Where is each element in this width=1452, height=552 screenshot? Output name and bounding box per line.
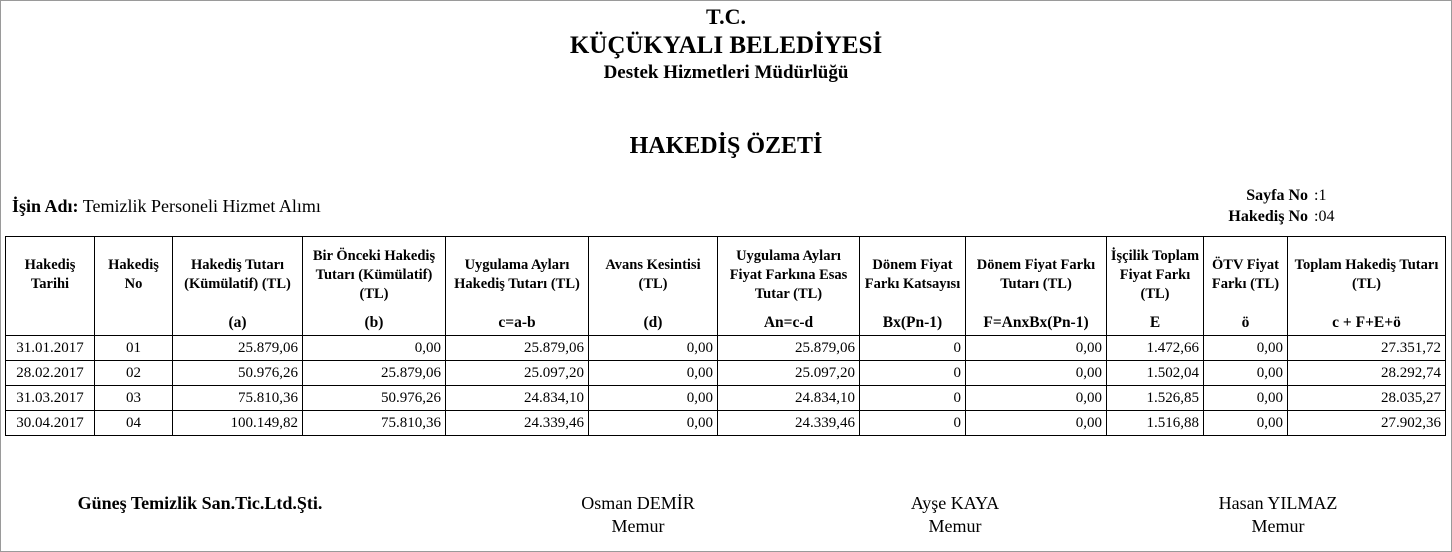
table-cell: 0,00 xyxy=(589,336,718,361)
table-cell: 24.834,10 xyxy=(446,386,589,411)
column-formula xyxy=(98,313,169,333)
table-cell: 03 xyxy=(95,386,173,411)
signature-name: Osman DEMİR xyxy=(581,493,695,513)
column-label: Hakediş Tarihi xyxy=(24,257,76,292)
column-label: Bir Önceki Hakediş Tutarı (Kümülatif) (TL) xyxy=(312,247,436,302)
column-label: Uygulama Ayları Hakediş Tutarı (TL) xyxy=(454,257,580,292)
table-cell: 31.03.2017 xyxy=(6,386,95,411)
column-formula: An=c-d xyxy=(763,314,814,331)
table-cell: 25.879,06 xyxy=(446,336,589,361)
table-cell: 0,00 xyxy=(1204,386,1288,411)
table-cell: 0,00 xyxy=(966,336,1107,361)
column-formula: (d) xyxy=(643,314,663,331)
column-header xyxy=(1288,237,1446,336)
column-header xyxy=(1107,237,1204,336)
column-header xyxy=(1204,237,1288,336)
table-cell: 31.01.2017 xyxy=(6,336,95,361)
signature-title: Memur xyxy=(928,516,982,536)
column-label: Dönem Fiyat Farkı Katsayısı xyxy=(864,257,961,292)
table-row xyxy=(6,361,1446,386)
signature-name: Hasan YILMAZ xyxy=(1218,493,1338,513)
column-label: İşçilik Toplam Fiyat Farkı (TL) xyxy=(1110,247,1200,302)
column-header xyxy=(95,237,173,336)
table-cell: 50.976,26 xyxy=(173,361,303,386)
column-label: Avans Kesintisi (TL) xyxy=(605,257,701,292)
table-cell: 02 xyxy=(95,361,173,386)
table-cell: 24.834,10 xyxy=(718,386,860,411)
table-cell: 30.04.2017 xyxy=(6,411,95,436)
page-no-label: Sayfa No xyxy=(1246,187,1308,204)
table-cell: 0,00 xyxy=(303,336,446,361)
table-cell: 28.02.2017 xyxy=(6,361,95,386)
header-municipality: KÜÇÜKYALI BELEDİYESİ xyxy=(569,32,883,59)
table-cell: 0,00 xyxy=(589,411,718,436)
table-cell: 0 xyxy=(860,361,966,386)
table-cell: 0,00 xyxy=(966,361,1107,386)
column-header xyxy=(718,237,860,336)
header-department: Destek Hizmetleri Müdürlüğü xyxy=(603,62,849,83)
table-cell: 1.502,04 xyxy=(1107,361,1204,386)
signature-3 xyxy=(1178,492,1378,538)
table-row xyxy=(6,336,1446,361)
table-cell: 100.149,82 xyxy=(173,411,303,436)
column-header xyxy=(860,237,966,336)
column-formula xyxy=(9,313,91,333)
column-formula: (a) xyxy=(228,314,247,331)
table-cell: 0,00 xyxy=(589,361,718,386)
meta-info xyxy=(1200,185,1334,227)
signature-name: Güneş Temizlik San.Tic.Ltd.Şti. xyxy=(77,493,323,513)
table-cell: 1.526,85 xyxy=(1107,386,1204,411)
table-cell: 27.351,72 xyxy=(1288,336,1446,361)
column-label: Toplam Hakediş Tutarı (TL) xyxy=(1294,257,1439,292)
job-label: İşin Adı: xyxy=(12,196,79,216)
table-cell: 24.339,46 xyxy=(446,411,589,436)
table-cell: 24.339,46 xyxy=(718,411,860,436)
table-cell: 75.810,36 xyxy=(303,411,446,436)
column-formula: E xyxy=(1149,314,1161,331)
table-cell: 04 xyxy=(95,411,173,436)
column-formula: c + F+E+ö xyxy=(1332,314,1401,331)
column-header xyxy=(589,237,718,336)
hakedis-no-label: Hakediş No xyxy=(1228,208,1308,225)
table-cell: 0,00 xyxy=(966,411,1107,436)
column-header xyxy=(173,237,303,336)
column-label: Dönem Fiyat Farkı Tutarı (TL) xyxy=(976,257,1096,292)
column-label: Hakediş Tutarı (Kümülatif) (TL) xyxy=(184,257,291,292)
table-cell: 0,00 xyxy=(1204,336,1288,361)
table-cell: 28.292,74 xyxy=(1288,361,1446,386)
header-line1: T.C. xyxy=(706,4,746,29)
column-header xyxy=(303,237,446,336)
column-label: Hakediş No xyxy=(108,257,159,292)
table-cell: 0,00 xyxy=(589,386,718,411)
table-cell: 1.516,88 xyxy=(1107,411,1204,436)
column-formula: ö xyxy=(1241,314,1250,331)
table-cell: 28.035,27 xyxy=(1288,386,1446,411)
table-cell: 27.902,36 xyxy=(1288,411,1446,436)
table-cell: 0 xyxy=(860,336,966,361)
table-cell: 0,00 xyxy=(966,386,1107,411)
column-header xyxy=(966,237,1107,336)
table-cell: 25.097,20 xyxy=(446,361,589,386)
signature-name: Ayşe KAYA xyxy=(910,493,1000,513)
signature-2 xyxy=(855,492,1055,538)
table-cell: 01 xyxy=(95,336,173,361)
signature-title: Memur xyxy=(1251,516,1305,536)
table-cell: 0 xyxy=(860,386,966,411)
column-formula: (b) xyxy=(364,314,384,331)
signature-title: Memur xyxy=(611,516,665,536)
table-cell: 25.097,20 xyxy=(718,361,860,386)
column-header xyxy=(6,237,95,336)
column-formula: Bx(Pn-1) xyxy=(882,314,943,331)
table-cell: 25.879,06 xyxy=(303,361,446,386)
signature-1 xyxy=(538,492,738,538)
signature-contractor xyxy=(60,492,340,515)
job-value: Temizlik Personeli Hizmet Alımı xyxy=(82,196,321,216)
job-name xyxy=(12,196,321,217)
column-header xyxy=(446,237,589,336)
table-row xyxy=(6,386,1446,411)
table-cell: 1.472,66 xyxy=(1107,336,1204,361)
column-formula: F=AnxBx(Pn-1) xyxy=(983,314,1089,331)
table-cell: 75.810,36 xyxy=(173,386,303,411)
page-title: HAKEDİŞ ÖZETİ xyxy=(629,133,823,159)
hakedis-no-value: :04 xyxy=(1314,208,1335,225)
page-no-value: :1 xyxy=(1314,187,1327,204)
column-formula: c=a-b xyxy=(498,314,536,331)
column-label: Uygulama Ayları Fiyat Farkına Esas Tutar (TL) xyxy=(729,247,848,302)
table-cell: 25.879,06 xyxy=(173,336,303,361)
table-cell: 25.879,06 xyxy=(718,336,860,361)
table-row xyxy=(6,411,1446,436)
table-cell: 0,00 xyxy=(1204,361,1288,386)
table-cell: 50.976,26 xyxy=(303,386,446,411)
column-label: ÖTV Fiyat Farkı (TL) xyxy=(1211,257,1280,292)
summary-table xyxy=(5,236,1446,436)
table-cell: 0,00 xyxy=(1204,411,1288,436)
table-cell: 0 xyxy=(860,411,966,436)
